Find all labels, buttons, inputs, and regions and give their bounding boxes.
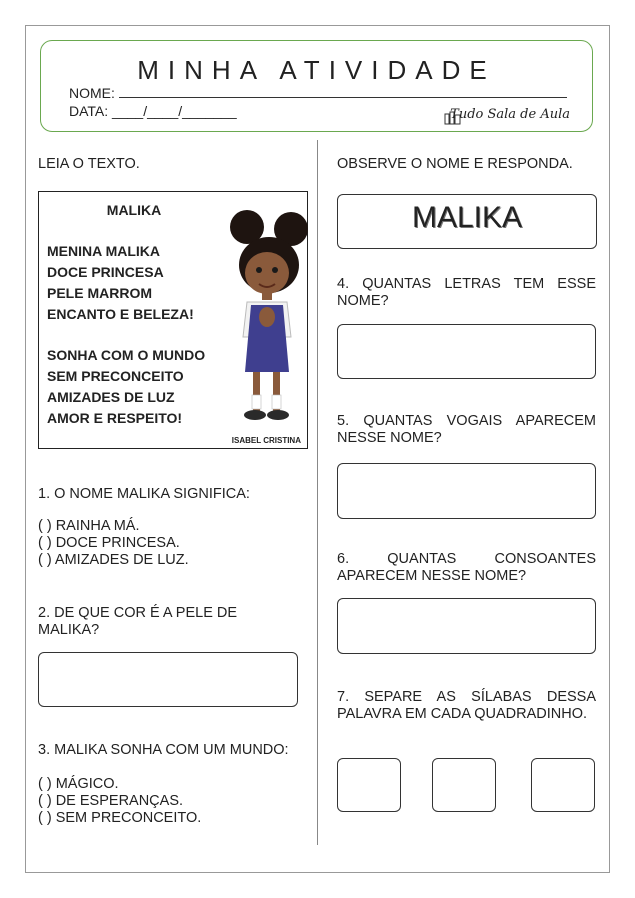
poem-line: SONHA COM O MUNDO bbox=[47, 347, 206, 363]
poem-line: ENCANTO E BELEZA! bbox=[47, 306, 194, 322]
girl-illustration bbox=[225, 207, 309, 435]
poem-line: SEM PRECONCEITO bbox=[47, 368, 184, 384]
q4-question-line1: 4. QUANTAS LETRAS TEM ESSE bbox=[337, 276, 596, 292]
name-display-box bbox=[337, 194, 597, 249]
date-line bbox=[69, 103, 237, 119]
syllable-box-2[interactable] bbox=[432, 758, 496, 812]
name-line bbox=[69, 85, 569, 101]
q3-option[interactable]: ( ) SEM PRECONCEITO. bbox=[38, 810, 202, 826]
name-display: MALIKA bbox=[411, 201, 523, 234]
poem-line: AMIZADES DE LUZ bbox=[47, 389, 175, 405]
q2-question-line1: 2. DE QUE COR É A PELE DE bbox=[38, 605, 238, 621]
q7-question-line2: PALAVRA EM CADA QUADRADINHO. bbox=[337, 706, 588, 722]
q6-question-line1: 6. QUANTAS CONSOANTES bbox=[337, 551, 596, 567]
name-field[interactable] bbox=[119, 85, 567, 98]
q5-question-line2: NESSE NOME? bbox=[337, 430, 442, 446]
poem-stanza-1 bbox=[47, 241, 194, 325]
column-divider bbox=[317, 140, 318, 845]
poem-title: MALIKA bbox=[106, 202, 162, 218]
syllable-box-1[interactable] bbox=[337, 758, 401, 812]
poem-author: ISABEL CRISTINA bbox=[231, 436, 301, 445]
poem-stanza-2 bbox=[47, 345, 205, 429]
poem-line: MENINA MALIKA bbox=[47, 243, 161, 259]
q2-question-line2: MALIKA? bbox=[38, 622, 100, 638]
q3-option[interactable]: ( ) DE ESPERANÇAS. bbox=[38, 793, 184, 809]
page-title: MINHA ATIVIDADE bbox=[137, 55, 496, 85]
q4-question-line2: NOME? bbox=[337, 293, 389, 309]
header-box bbox=[40, 40, 593, 132]
left-intro: LEIA O TEXTO. bbox=[38, 156, 140, 172]
q5-question-line1: 5. QUANTAS VOGAIS APARECEM bbox=[337, 413, 596, 429]
q3-question: 3. MALIKA SONHA COM UM MUNDO: bbox=[38, 742, 289, 758]
q1-option[interactable]: ( ) AMIZADES DE LUZ. bbox=[38, 552, 189, 568]
poem-line: AMOR E RESPEITO! bbox=[47, 410, 183, 426]
right-intro: OBSERVE O NOME E RESPONDA. bbox=[337, 156, 573, 172]
q2-answer-box[interactable] bbox=[38, 652, 298, 707]
syllable-box-3[interactable] bbox=[531, 758, 595, 812]
name-label: NOME: bbox=[69, 85, 115, 101]
brand-logo: Tudo Sala de Aula bbox=[450, 107, 570, 122]
q7-question-line1: 7. SEPARE AS SÍLABAS DESSA bbox=[337, 689, 596, 705]
q3-option[interactable]: ( ) MÁGICO. bbox=[38, 776, 119, 792]
date-field[interactable]: ____/____/_______ bbox=[112, 103, 237, 119]
q6-answer-box[interactable] bbox=[337, 598, 596, 654]
date-label: DATA: bbox=[69, 103, 109, 119]
q4-answer-box[interactable] bbox=[337, 324, 596, 379]
q1-question: 1. O NOME MALIKA SIGNIFICA: bbox=[38, 486, 250, 502]
poem-box bbox=[38, 191, 308, 449]
poem-line: DOCE PRINCESA bbox=[47, 264, 164, 280]
q6-question-line2: APARECEM NESSE NOME? bbox=[337, 568, 527, 584]
q1-option[interactable]: ( ) RAINHA MÁ. bbox=[38, 518, 140, 534]
poem-line: PELE MARROM bbox=[47, 285, 152, 301]
q1-option[interactable]: ( ) DOCE PRINCESA. bbox=[38, 535, 180, 551]
q5-answer-box[interactable] bbox=[337, 463, 596, 519]
